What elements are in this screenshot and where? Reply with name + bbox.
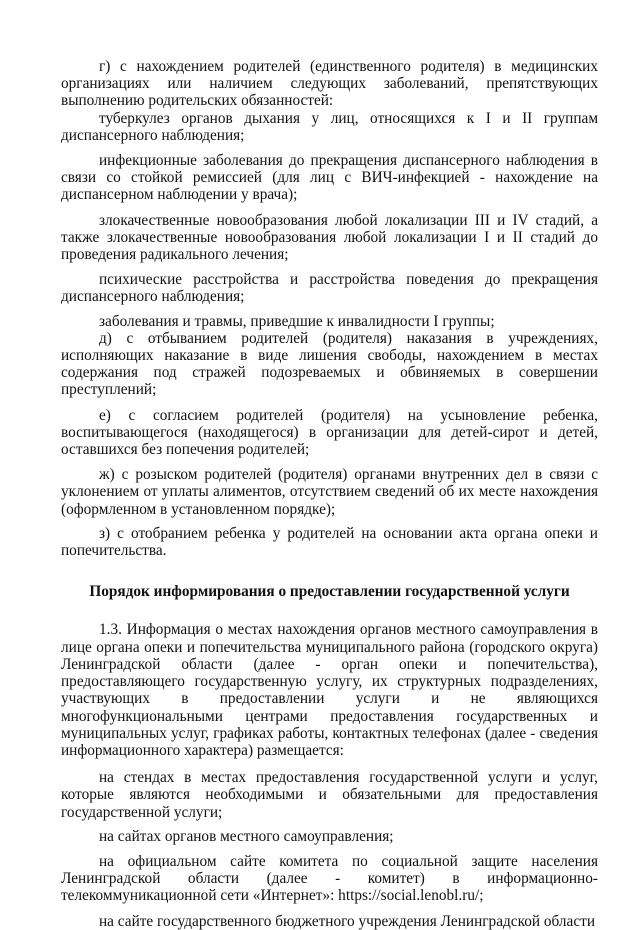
paragraph-item-e: е) с согласием родителей (родителя) на усыновление ребенка, воспитывающегося (находящегося) в организации для детей-сирот и детей, оставшихся без попечения родителей; (61, 406, 598, 459)
paragraph-local-sites: на сайтах органов местного самоуправления; (99, 827, 394, 845)
paragraph-item-zh: ж) с розыском родителей (родителя) органами внутренних дел в связи с уклонением от уплаты алиментов, отсутствием сведений об их месте нахождения (оформленном в установленном порядке); (61, 466, 598, 518)
paragraph-oncology: злокачественные новообразования любой локализации III и IV стадий, а также злокачественные новообразования любой локализации I и II стадий до проведения радикального лечения; (61, 211, 598, 264)
paragraph-disability: заболевания и травмы, приведшие к инвалидности I группы; (99, 312, 495, 330)
paragraph-infectious: инфекционные заболевания до прекращения диспансерного наблюдения в связи со стойкой ремиссией (для лиц с ВИЧ-инфекцией - нахождение на диспансерном наблюдении у врача); (61, 152, 598, 204)
paragraph-budget-institution: на сайте государственного бюджетного учреждения Ленинградской области (99, 912, 596, 930)
paragraph-item-z: з) с отобранием ребенка у родителей на основании акта органа опеки и попечительства. (61, 524, 598, 560)
section-heading: Порядок информирования о предоставлении государственной услуги (89, 583, 570, 601)
paragraph-1-3: 1.3. Информация о местах нахождения органов местного самоуправления в лице органа опеки и попечительства муниципального района (городского округа) Ленинградской области (далее - орган опеки и попечительства), предоставляющего государственную услугу, их структурных подразделениях, участвующих в предоставлении услуги и не являющихся многофункциональными центрами предоставления государственных и муниципальных услуг, графиках работы, контактных телефонах (далее - сведения информационного характера) размещается: (61, 621, 598, 759)
paragraph-item-g: г) с нахождением родителей (единственного родителя) в медицинских организациях или наличием следующих заболеваний, препятствующих выполнению родительских обязанностей: (61, 58, 598, 110)
document-page (61, 58, 598, 930)
paragraph-tuberculosis: туберкулез органов дыхания у лиц, относящихся к I и II группам диспансерного наблюдения; (61, 109, 598, 144)
paragraph-official-site: на официальном сайте комитета по социальной защите населения Ленинградской области (далее - комитет) в информационно-телекоммуникационной сети «Интернет»: https://social.lenobl.ru/; (61, 852, 598, 905)
paragraph-item-d: д) с отбыванием родителей (родителя) наказания в учреждениях, исполняющих наказание в виде лишения свободы, нахождением в местах содержания под стражей подозреваемых и обвиняемых в совершении преступлений; (61, 329, 598, 399)
paragraph-stands: на стендах в местах предоставления государственной услуги и услуг, которые являются необходимыми и обязательными для предоставления государственной услуги; (61, 769, 598, 821)
paragraph-mental: психические расстройства и расстройства поведения до прекращения диспансерного наблюдения; (61, 271, 598, 306)
